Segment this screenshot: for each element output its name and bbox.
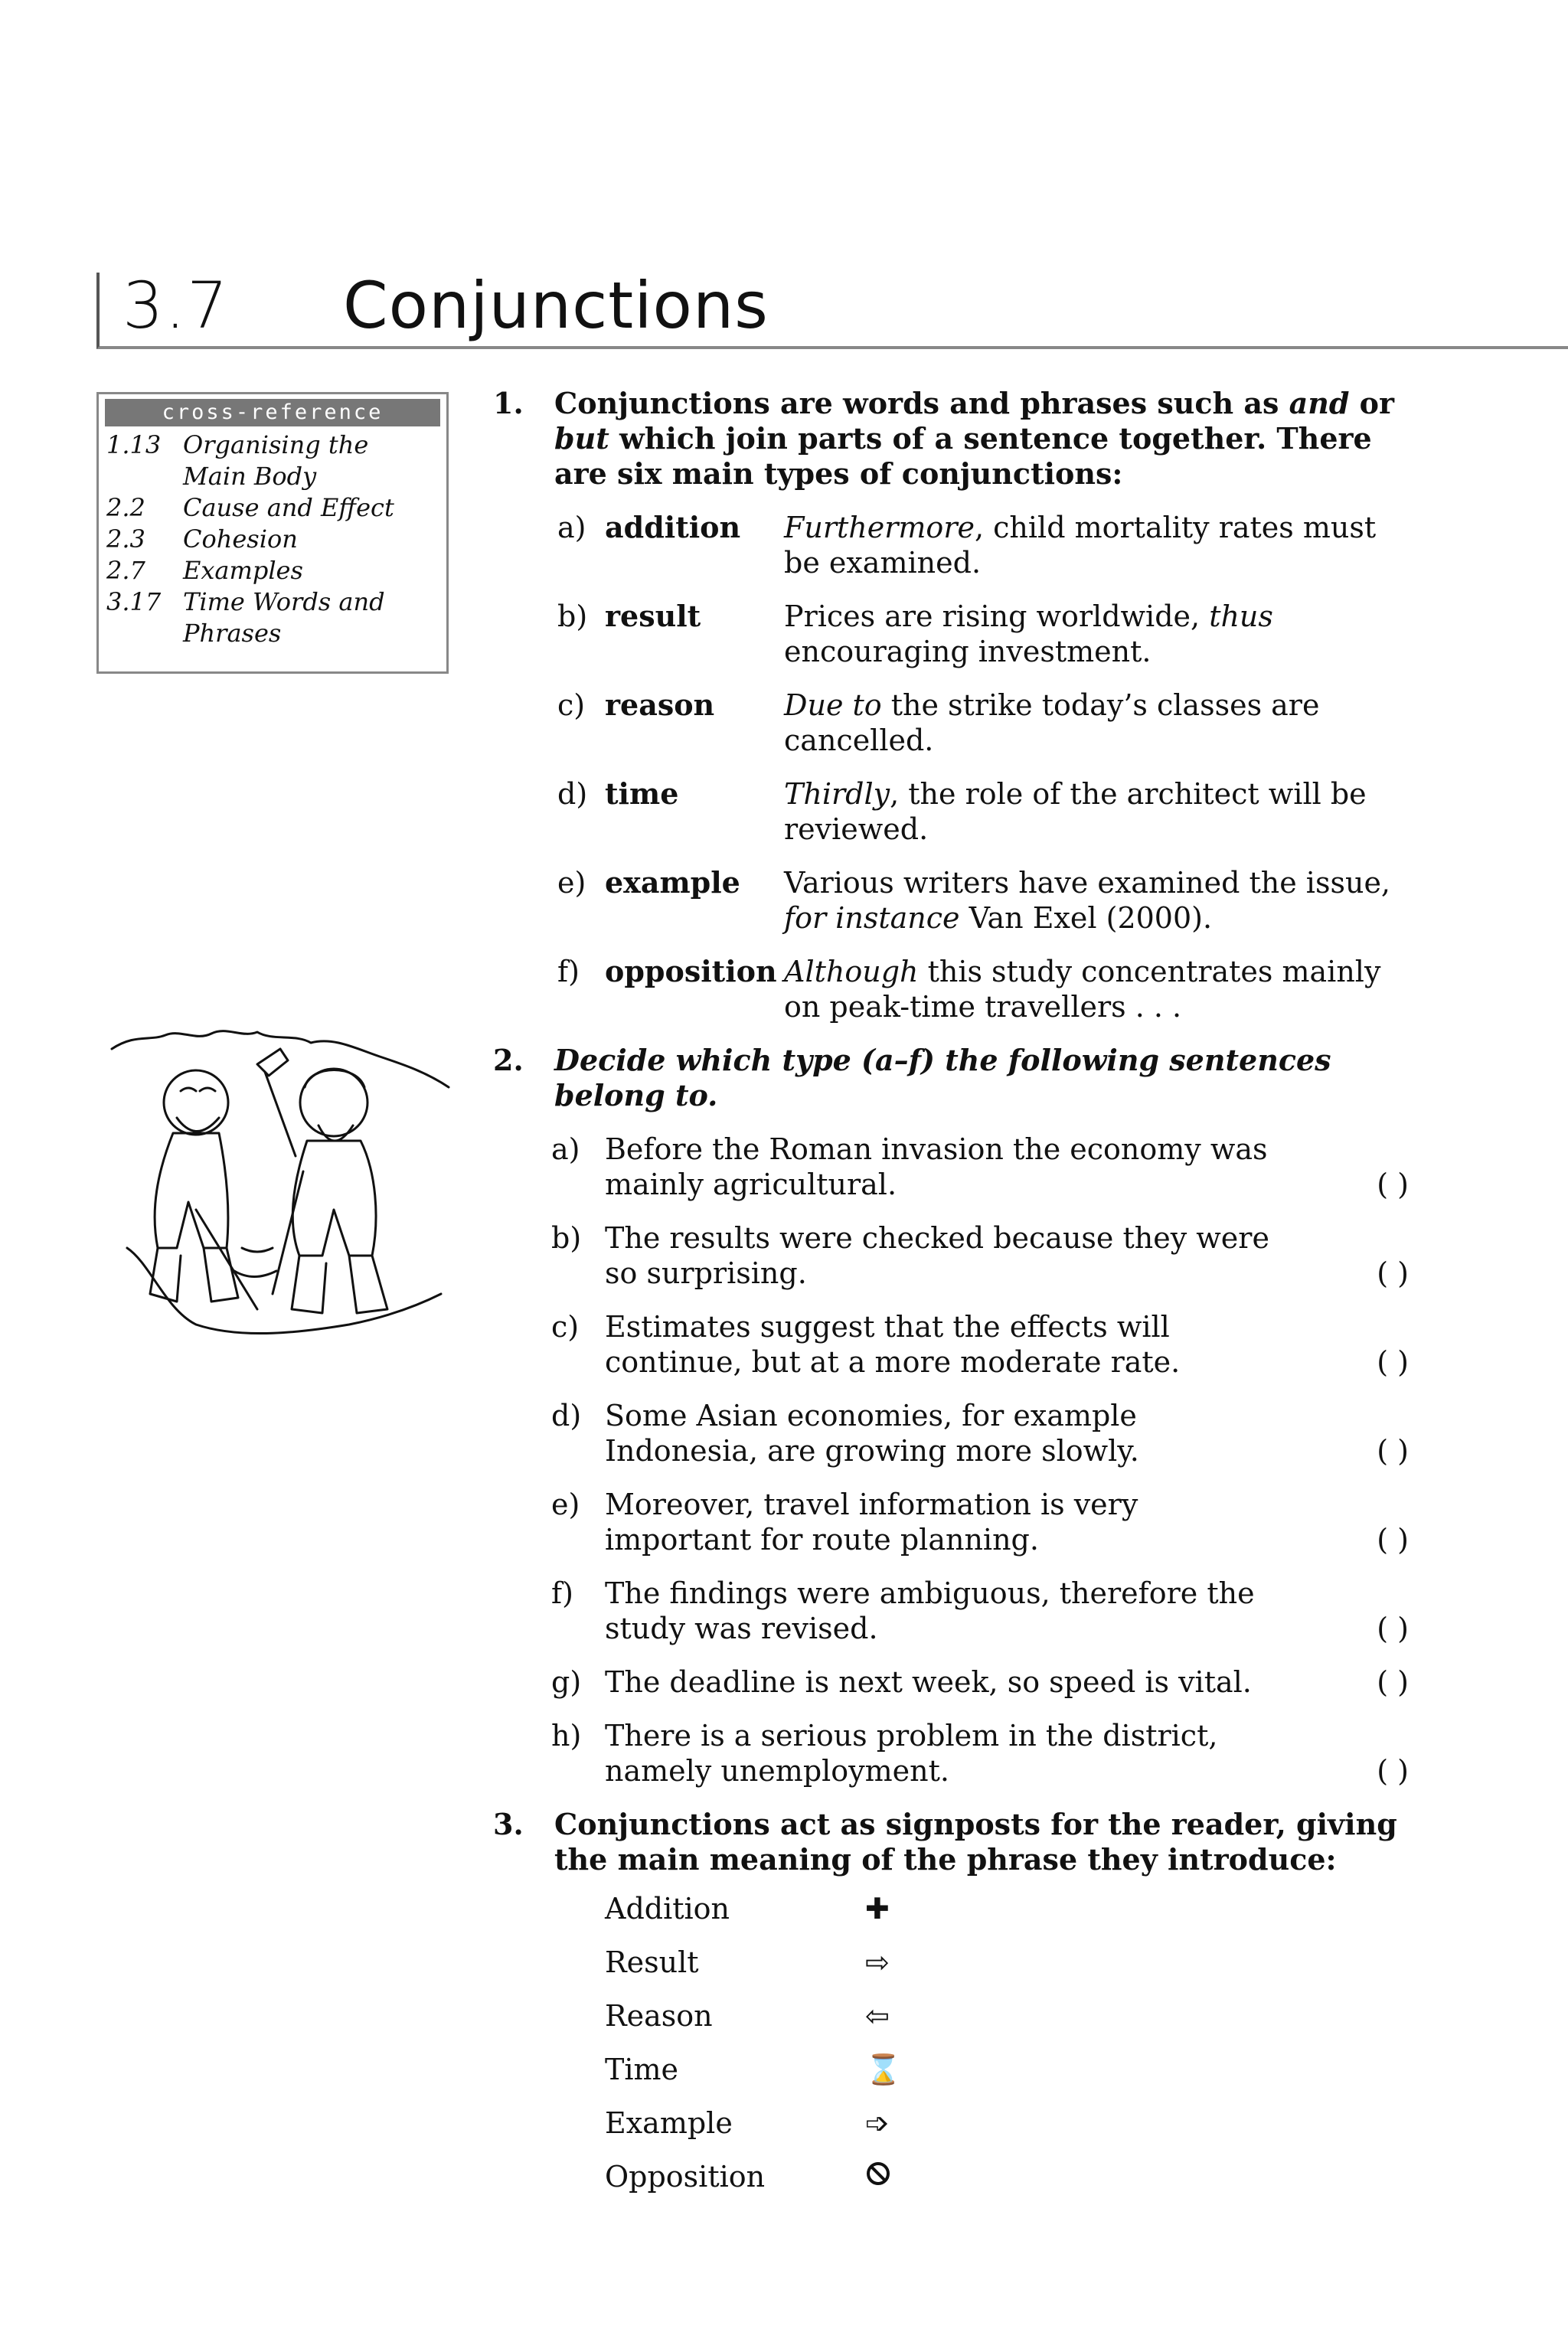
answer-blank[interactable]: ( ) xyxy=(1377,1612,1409,1645)
signpost-label: Example xyxy=(605,2106,733,2140)
prohibited-icon xyxy=(865,2159,891,2194)
item-letter: b) xyxy=(557,599,588,633)
conjunction-type-row xyxy=(490,954,1409,1024)
sentence-text: Estimates suggest that the effects will continue, but at a more moderate rate. xyxy=(605,1310,1181,1379)
signpost-label: Addition xyxy=(605,1892,730,1926)
sentence-text: Some Asian economies, for example Indonesia, are growing more slowly. xyxy=(605,1399,1139,1468)
item-letter: c) xyxy=(551,1310,580,1344)
question-text xyxy=(554,386,1409,492)
item-letter: a) xyxy=(557,511,586,544)
question-3 xyxy=(490,1807,1409,1877)
question-text: Conjunctions act as signposts for the reader, giving the main meaning of the phrase they introduce: xyxy=(554,1807,1397,1877)
signpost-list xyxy=(490,1880,1409,2202)
exercise-sentence xyxy=(490,1487,1409,1557)
item-letter: e) xyxy=(557,866,586,900)
signpost-row xyxy=(605,1934,1409,1988)
example-text: the strike today’s classes are cancelled. xyxy=(784,688,1320,757)
answer-blank[interactable]: ( ) xyxy=(1377,1665,1409,1699)
conjunction-type-row xyxy=(490,776,1409,847)
cross-reference-box xyxy=(96,392,449,674)
example-text: , the role of the architect will be reviewed. xyxy=(784,777,1367,846)
cross-reference-item[interactable] xyxy=(99,555,446,586)
sentence-text: Moreover, travel information is very important for route planning. xyxy=(605,1488,1138,1557)
answer-blank[interactable]: ( ) xyxy=(1377,1345,1409,1379)
signpost-row xyxy=(605,1988,1409,2041)
intro-text: or xyxy=(1349,386,1395,420)
down-right-arrow-icon: ➩ xyxy=(865,2106,890,2140)
item-letter: c) xyxy=(557,688,586,722)
xref-number: 2.7 xyxy=(106,556,145,585)
signpost-row xyxy=(605,2095,1409,2148)
answer-blank[interactable]: ( ) xyxy=(1377,1256,1409,1290)
cross-reference-item[interactable] xyxy=(99,586,446,649)
item-letter: d) xyxy=(551,1399,582,1432)
item-letter: f) xyxy=(557,955,580,988)
intro-text: Conjunctions are words and phrases such as xyxy=(554,386,1289,420)
example-conjunction: Although xyxy=(784,955,919,988)
item-letter: a) xyxy=(551,1132,580,1166)
signpost-label: Opposition xyxy=(605,2160,766,2194)
signpost-row xyxy=(605,1880,1409,1934)
section-title: Conjunctions xyxy=(343,268,769,343)
right-arrow-icon: ⇨ xyxy=(865,1945,890,1979)
sentence-text: There is a serious problem in the district, namely unemployment. xyxy=(605,1719,1218,1788)
type-example xyxy=(784,599,1409,669)
italic-and: and xyxy=(1289,386,1350,420)
xref-label: Cohesion xyxy=(183,524,298,554)
type-example xyxy=(784,865,1409,936)
plus-icon: ✚ xyxy=(865,1892,890,1926)
exercise-sentence xyxy=(490,1718,1409,1788)
item-letter: h) xyxy=(551,1719,582,1753)
exercise-sentence xyxy=(490,1664,1409,1700)
sentence-text: The findings were ambiguous, therefore the study was revised. xyxy=(605,1576,1255,1645)
conjunction-type: addition xyxy=(605,510,741,544)
cross-reference-item[interactable] xyxy=(99,524,446,555)
conjunction-type: reason xyxy=(605,688,715,722)
xref-number: 1.13 xyxy=(106,430,162,459)
hourglass-icon: ⌛ xyxy=(865,2053,902,2086)
xref-number: 2.3 xyxy=(106,524,145,554)
signpost-label: Reason xyxy=(605,1999,713,2033)
answer-blank[interactable]: ( ) xyxy=(1377,1434,1409,1468)
italic-but: but xyxy=(554,421,609,456)
exercise-sentence xyxy=(490,1309,1409,1380)
section-number: 3.7 xyxy=(122,268,230,343)
conjunction-type-row xyxy=(490,865,1409,936)
example-conjunction: Thirdly xyxy=(784,777,890,811)
example-conjunction: Due to xyxy=(784,688,882,722)
example-text: Van Exel (2000). xyxy=(959,901,1213,935)
question-instruction: Decide which type (a–f) the following sentences belong to. xyxy=(554,1043,1331,1112)
xref-number: 2.2 xyxy=(106,493,145,522)
example-conjunction: Furthermore xyxy=(784,511,975,544)
question-number: 1. xyxy=(493,386,524,420)
item-letter: b) xyxy=(551,1221,582,1255)
conjunction-type-row xyxy=(490,688,1409,758)
answer-blank[interactable]: ( ) xyxy=(1377,1754,1409,1788)
example-text: Prices are rising worldwide, xyxy=(784,599,1210,633)
xref-number: 3.17 xyxy=(106,587,162,616)
answer-blank[interactable]: ( ) xyxy=(1377,1168,1409,1201)
item-letter: e) xyxy=(551,1488,580,1521)
signpost-label: Result xyxy=(605,1945,699,1979)
conjunction-type-row xyxy=(490,510,1409,580)
question-number: 2. xyxy=(493,1043,524,1077)
question-number: 3. xyxy=(493,1807,524,1841)
example-text: this study concentrates mainly on peak-time travellers . . . xyxy=(784,955,1381,1024)
example-text: , child mortality rates must be examined. xyxy=(784,511,1377,580)
exercise-sentence xyxy=(490,1398,1409,1468)
item-letter: g) xyxy=(551,1665,582,1699)
example-conjunction: for instance xyxy=(784,901,960,935)
section-title-bar xyxy=(96,268,1568,349)
xref-label: Cause and Effect xyxy=(183,493,394,522)
conjunction-type: time xyxy=(605,776,679,811)
type-example xyxy=(784,688,1409,758)
exercise-content xyxy=(490,386,1409,2202)
conjunction-type-row xyxy=(490,599,1409,669)
sentence-text: The deadline is next week, so speed is vital. xyxy=(605,1665,1252,1699)
signpost-row xyxy=(605,2041,1409,2095)
answer-blank[interactable]: ( ) xyxy=(1377,1523,1409,1557)
conjunction-type: result xyxy=(605,599,701,633)
sentence-text: The results were checked because they were so surprising. xyxy=(605,1221,1269,1290)
cross-reference-heading: cross-reference xyxy=(105,399,440,426)
example-text: Various writers have examined the issue, xyxy=(784,866,1391,900)
item-letter: d) xyxy=(557,777,588,811)
xref-label: Examples xyxy=(183,556,303,585)
left-arrow-icon: ⇦ xyxy=(865,1999,890,2033)
intro-text: which join parts of a sentence together. There are six main types of conjunctions: xyxy=(554,421,1372,491)
type-example xyxy=(784,954,1409,1024)
example-conjunction: thus xyxy=(1209,599,1273,633)
conjunction-type: example xyxy=(605,865,740,900)
example-text: encouraging investment. xyxy=(784,635,1152,668)
cross-reference-item[interactable] xyxy=(99,430,446,492)
question-2 xyxy=(490,1043,1409,1113)
question-1 xyxy=(490,386,1409,492)
item-letter: f) xyxy=(551,1576,573,1610)
signpost-label: Time xyxy=(605,2053,679,2086)
sentence-text: Before the Roman invasion the economy was mainly agricultural. xyxy=(605,1132,1268,1201)
exercise-sentence xyxy=(490,1220,1409,1291)
type-example xyxy=(784,510,1409,580)
two-men-digging-illustration xyxy=(104,1018,456,1348)
signpost-row xyxy=(605,2148,1409,2202)
xref-label: Organising the Main Body xyxy=(183,430,369,491)
exercise-sentence xyxy=(490,1576,1409,1646)
xref-label: Time Words and Phrases xyxy=(183,587,385,648)
type-example xyxy=(784,776,1409,847)
cross-reference-item[interactable] xyxy=(99,492,446,524)
exercise-sentence xyxy=(490,1132,1409,1202)
conjunction-type: opposition xyxy=(605,954,777,988)
